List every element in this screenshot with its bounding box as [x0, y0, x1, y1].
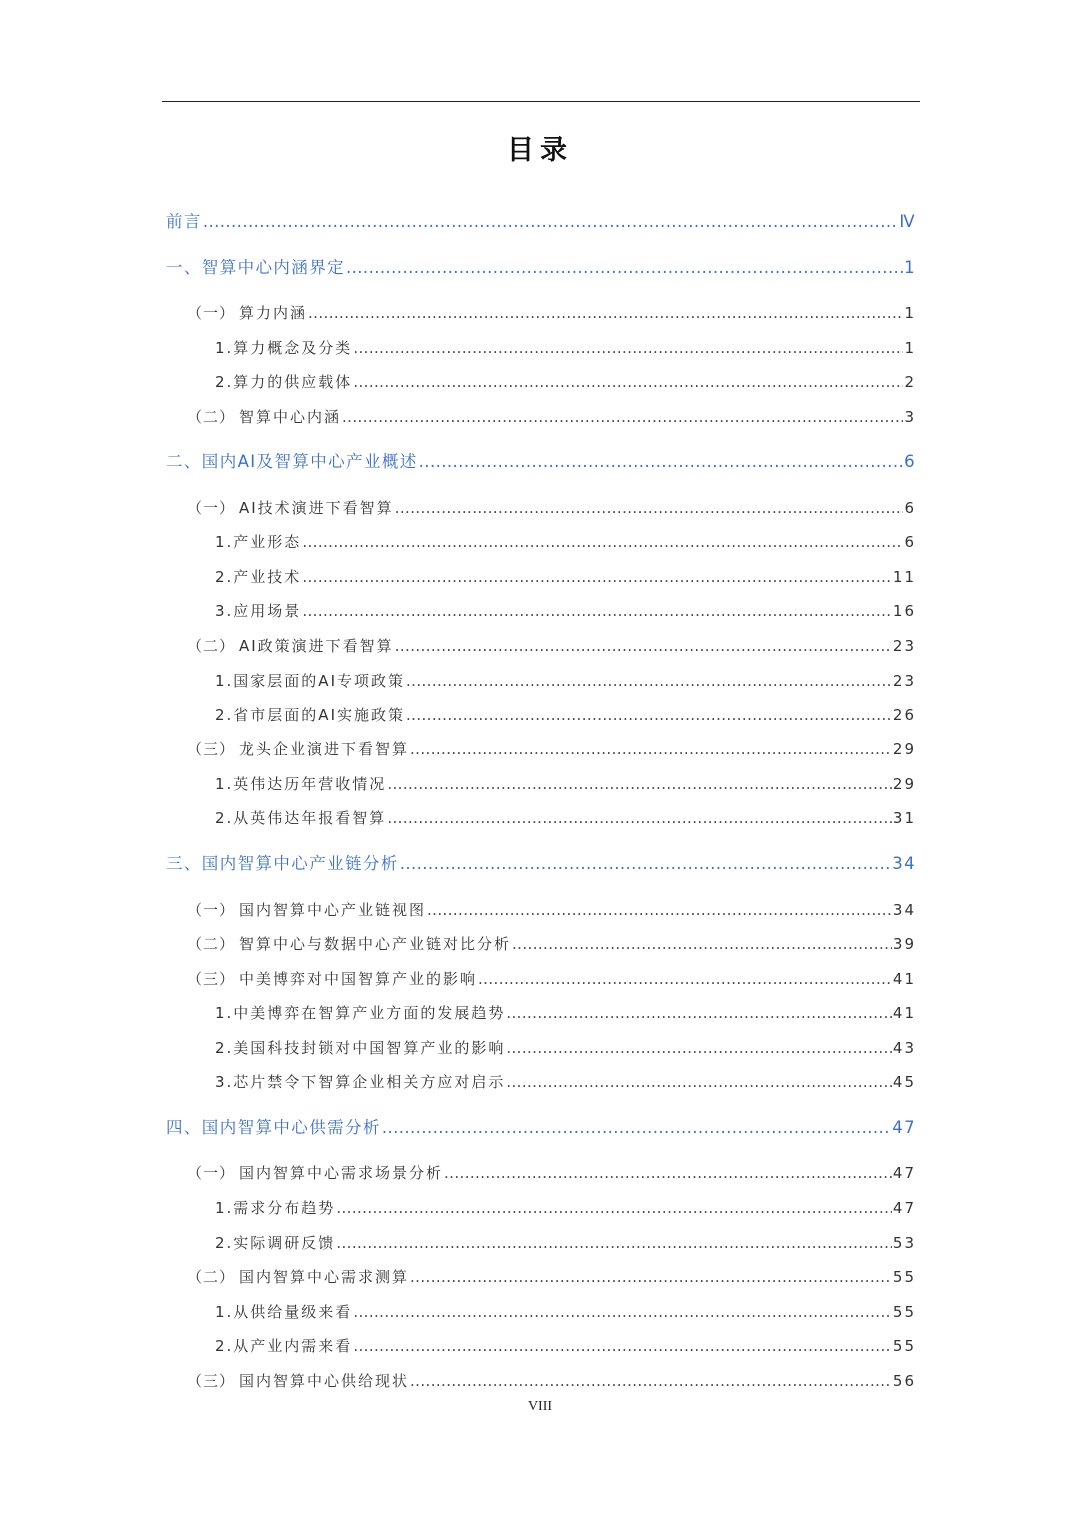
toc-entry-label	[187, 496, 394, 520]
dot-leader	[512, 932, 892, 956]
dot-leader	[387, 806, 892, 830]
toc-page-number: 23	[892, 672, 916, 690]
dot-leader	[410, 1369, 892, 1393]
toc-entry-label: 三、国内智算中心产业链分析	[166, 854, 399, 873]
toc-entry[interactable]	[187, 737, 916, 761]
toc-page-number: 41	[892, 970, 916, 988]
toc-entry-label: 1.国家层面的AI专项政策	[215, 672, 405, 690]
toc-page-number: 26	[892, 706, 916, 724]
toc-entry-label: 1.中美博弈在智算产业方面的发展趋势	[215, 1004, 506, 1022]
dot-leader	[506, 1070, 892, 1094]
dot-leader	[406, 703, 892, 727]
toc-entry[interactable]	[215, 669, 916, 693]
toc-entry[interactable]	[215, 530, 916, 554]
dot-leader	[302, 599, 892, 623]
toc-entry-label: 1.产业形态	[215, 533, 302, 551]
toc-page-number: 47	[892, 1118, 916, 1137]
toc-page-number: 29	[892, 775, 916, 793]
toc-entry-label: 3.芯片禁令下智算企业相关方应对启示	[215, 1073, 506, 1091]
toc-entry[interactable]	[166, 1116, 916, 1140]
dot-leader	[336, 1231, 892, 1255]
toc-entry-label	[187, 301, 307, 325]
toc-entry[interactable]	[215, 1231, 916, 1255]
dot-leader	[353, 370, 903, 394]
dot-leader	[353, 1300, 892, 1324]
toc-entry[interactable]	[166, 852, 916, 876]
toc-entry[interactable]	[166, 210, 916, 234]
toc-entry[interactable]	[215, 336, 916, 360]
toc-section-number: （二）	[187, 637, 236, 655]
toc-section-number: （三）	[187, 1372, 236, 1390]
dot-leader	[302, 530, 903, 554]
dot-leader	[308, 301, 903, 325]
toc-entry[interactable]	[215, 370, 916, 394]
toc-page-number: 41	[892, 1004, 916, 1022]
toc-entry[interactable]	[187, 405, 916, 429]
toc-entry-label: 二、国内AI及智算中心产业概述	[166, 452, 418, 471]
toc-section-number: （一）	[187, 1164, 236, 1182]
toc-section-title: AI政策演进下看智算	[239, 637, 394, 655]
toc-entry[interactable]	[187, 1369, 916, 1393]
toc-entry[interactable]	[215, 599, 916, 623]
toc-entry[interactable]	[215, 703, 916, 727]
toc-section-number: （二）	[187, 935, 236, 953]
toc-entry-label: 2.从产业内需来看	[215, 1337, 353, 1355]
toc-entry[interactable]	[187, 967, 916, 991]
toc-section-title: 龙头企业演进下看智算	[239, 740, 410, 758]
toc-entry-label: 一、智算中心内涵界定	[166, 258, 345, 277]
toc-entry-label: 四、国内智算中心供需分析	[166, 1118, 381, 1137]
toc-entry[interactable]	[187, 301, 916, 325]
toc-entry[interactable]	[215, 1334, 916, 1358]
toc-section-number: （二）	[187, 408, 236, 426]
toc-page-number: Ⅳ	[899, 212, 916, 231]
toc-entry-label: 2.省市层面的AI实施政策	[215, 706, 405, 724]
dot-leader	[395, 496, 904, 520]
dot-leader	[444, 1161, 892, 1185]
toc-entry-label	[187, 898, 426, 922]
toc-section-title: 国内智算中心产业链视图	[239, 901, 427, 919]
toc-entry-label	[187, 405, 341, 429]
dot-leader	[395, 634, 892, 658]
toc-entry-label: 1.需求分布趋势	[215, 1199, 336, 1217]
toc-page-number: 39	[892, 935, 916, 953]
toc-page-number: 55	[892, 1303, 916, 1321]
toc-section-number: （一）	[187, 499, 236, 517]
dot-leader	[410, 737, 892, 761]
dot-leader	[506, 1001, 892, 1025]
toc-entry[interactable]	[215, 806, 916, 830]
toc-section-title: 智算中心与数据中心产业链对比分析	[239, 935, 512, 953]
toc-entry[interactable]	[187, 634, 916, 658]
toc-entry-label	[187, 967, 477, 991]
toc-entry-label: 1.英伟达历年营收情况	[215, 775, 387, 793]
toc-page-number: 53	[892, 1234, 916, 1252]
toc-page-number: 45	[892, 1073, 916, 1091]
toc-entry-label	[187, 737, 409, 761]
toc-section-number: （一）	[187, 901, 236, 919]
toc-section-title: 国内智算中心需求测算	[239, 1268, 410, 1286]
dot-leader	[346, 256, 903, 280]
toc-page-number: 6	[904, 499, 916, 517]
toc-page-number: 23	[892, 637, 916, 655]
toc-section-number: （一）	[187, 304, 236, 322]
toc-entry-label	[187, 932, 511, 956]
toc-section-title: 国内智算中心需求场景分析	[239, 1164, 444, 1182]
toc-page-number: 16	[892, 602, 916, 620]
toc-entry[interactable]	[215, 1196, 916, 1220]
toc-page-number: 29	[892, 740, 916, 758]
toc-entry[interactable]	[215, 1036, 916, 1060]
dot-leader	[506, 1036, 892, 1060]
toc-page-number: 3	[904, 408, 916, 426]
toc-entry[interactable]	[215, 772, 916, 796]
toc-entry-label	[187, 1161, 443, 1185]
toc-entry-label: 1.算力概念及分类	[215, 339, 353, 357]
toc-page-number: 47	[892, 1199, 916, 1217]
toc-page-number: 6	[904, 452, 916, 471]
toc-page-number: 34	[892, 854, 916, 873]
toc-entry[interactable]	[215, 1300, 916, 1324]
toc-page-number: 1	[904, 304, 916, 322]
toc-entry-label: 2.算力的供应载体	[215, 373, 353, 391]
toc-entry-label: 2.从英伟达年报看智算	[215, 809, 387, 827]
toc-section-title: 智算中心内涵	[239, 408, 342, 426]
toc-page-number: 43	[892, 1039, 916, 1057]
dot-leader	[427, 898, 892, 922]
toc-entry-label: 1.从供给量级来看	[215, 1303, 353, 1321]
toc-page-number: 47	[892, 1164, 916, 1182]
toc-section-number: （三）	[187, 740, 236, 758]
dot-leader	[387, 772, 892, 796]
toc-entry-label: 2.实际调研反馈	[215, 1234, 336, 1252]
toc-entry-label: 2.产业技术	[215, 568, 302, 586]
dot-leader	[302, 565, 892, 589]
dot-leader	[419, 450, 903, 474]
toc-section-title: AI技术演进下看智算	[239, 499, 394, 517]
toc-entry[interactable]	[187, 1265, 916, 1289]
toc-section-title: 算力内涵	[239, 304, 308, 322]
toc-section-title: 国内智算中心供给现状	[239, 1372, 410, 1390]
toc-page-number: 1	[904, 258, 916, 277]
toc-entry[interactable]	[187, 932, 916, 956]
toc-entry-label	[187, 1265, 409, 1289]
toc-page-number: 31	[892, 809, 916, 827]
dot-leader	[406, 669, 892, 693]
toc-entry[interactable]	[215, 565, 916, 589]
toc-section-title: 中美博弈对中国智算产业的影响	[239, 970, 478, 988]
toc-entry[interactable]	[166, 256, 916, 280]
toc-entry-label	[187, 634, 394, 658]
toc-entry[interactable]	[215, 1001, 916, 1025]
dot-leader	[203, 210, 899, 234]
toc-entry[interactable]	[187, 1161, 916, 1185]
page-title: 目录	[507, 135, 573, 166]
toc-page-number: 55	[892, 1337, 916, 1355]
toc-entry-label: 3.应用场景	[215, 602, 302, 620]
dot-leader	[478, 967, 892, 991]
toc-page-number: 6	[904, 533, 916, 551]
dot-leader	[400, 852, 892, 876]
toc-page-number: 11	[892, 568, 916, 586]
toc-page-number: 55	[892, 1268, 916, 1286]
dot-leader	[342, 405, 903, 429]
dot-leader	[336, 1196, 892, 1220]
dot-leader	[353, 336, 903, 360]
toc-page-number: 34	[892, 901, 916, 919]
toc-section-number: （二）	[187, 1268, 236, 1286]
dot-leader	[382, 1116, 891, 1140]
toc-entry-label: 2.美国科技封锁对中国智算产业的影响	[215, 1039, 506, 1057]
toc-page-number: 1	[904, 339, 916, 357]
toc-entry[interactable]	[215, 1070, 916, 1094]
toc-page-number: 2	[904, 373, 916, 391]
toc-section-number: （三）	[187, 970, 236, 988]
toc-entry[interactable]	[187, 898, 916, 922]
toc-entry-label	[187, 1369, 409, 1393]
footer-page-number: VIII	[527, 1399, 553, 1414]
toc-entry[interactable]	[187, 496, 916, 520]
toc-entry-label: 前言	[166, 212, 202, 231]
toc-entry[interactable]	[166, 450, 916, 474]
dot-leader	[353, 1334, 892, 1358]
dot-leader	[410, 1265, 892, 1289]
toc-page-number: 56	[892, 1372, 916, 1390]
